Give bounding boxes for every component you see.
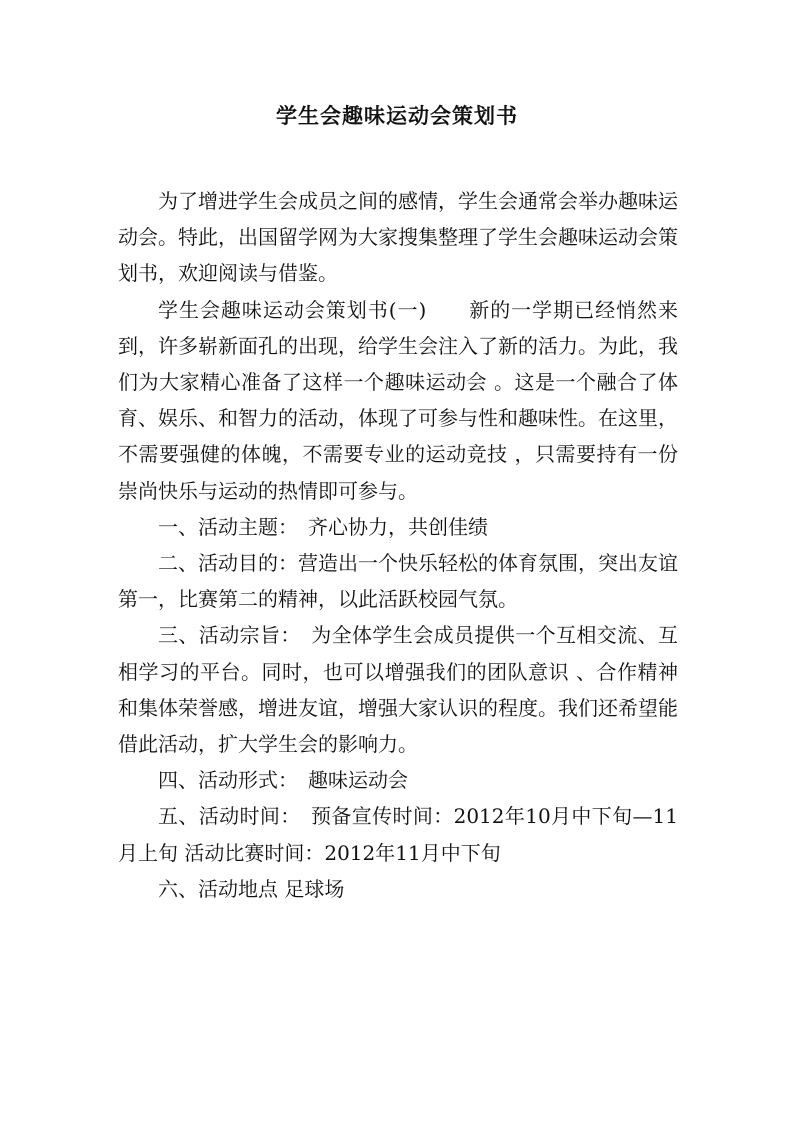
activity-theme-paragraph: 一、活动主题： 齐心协力，共创佳绩: [158, 514, 488, 539]
intro-paragraph: 为了增进学生会成员之间的感情，学生会通常会举办趣味运动会。特此，出国留学网为大家搜集整理了学生会趣味运动会策划书，欢迎阅读与借鉴。: [118, 189, 678, 286]
activity-purpose-paragraph: 二、活动目的：营造出一个快乐轻松的体育氛围，突出友谊第一，比赛第二的精神，以此活跃校园气氛。: [118, 551, 678, 612]
activity-location-paragraph: 六、活动地点 足球场: [158, 876, 345, 901]
activity-time-paragraph: 五、活动时间： 预备宣传时间：2012年10月中下旬—11月上旬 活动比赛时间：2012年11月中下旬: [118, 804, 678, 865]
document-body: [118, 183, 678, 907]
activity-form-paragraph: 四、活动形式： 趣味运动会: [158, 768, 408, 793]
activity-aim-paragraph: 三、活动宗旨： 为全体学生会成员提供一个互相交流、互相学习的平台。同时，也可以增强我们的团队意识 、合作精神和集体荣誉感，增进友谊，增强大家认识的程度。我们还希望能借此活动，扩大学生会的影响力。: [118, 623, 678, 757]
plan-one-paragraph: 学生会趣味运动会策划书(一) 新的一学期已经悄然来到，许多崭新面孔的出现，给学生会注入了新的活力。为此，我们为大家精心准备了这样一个趣味运动会 。这是一个融合了体育、娱乐、和智力的活动，体现了可参与性和趣味性。在这里，不需要强健的体魄，不需要专业的运动竞技 ，只需要持有一份崇尚快乐与运动的热情即可参与。: [118, 297, 678, 503]
document-title: 学生会趣味运动会策划书: [276, 103, 518, 128]
